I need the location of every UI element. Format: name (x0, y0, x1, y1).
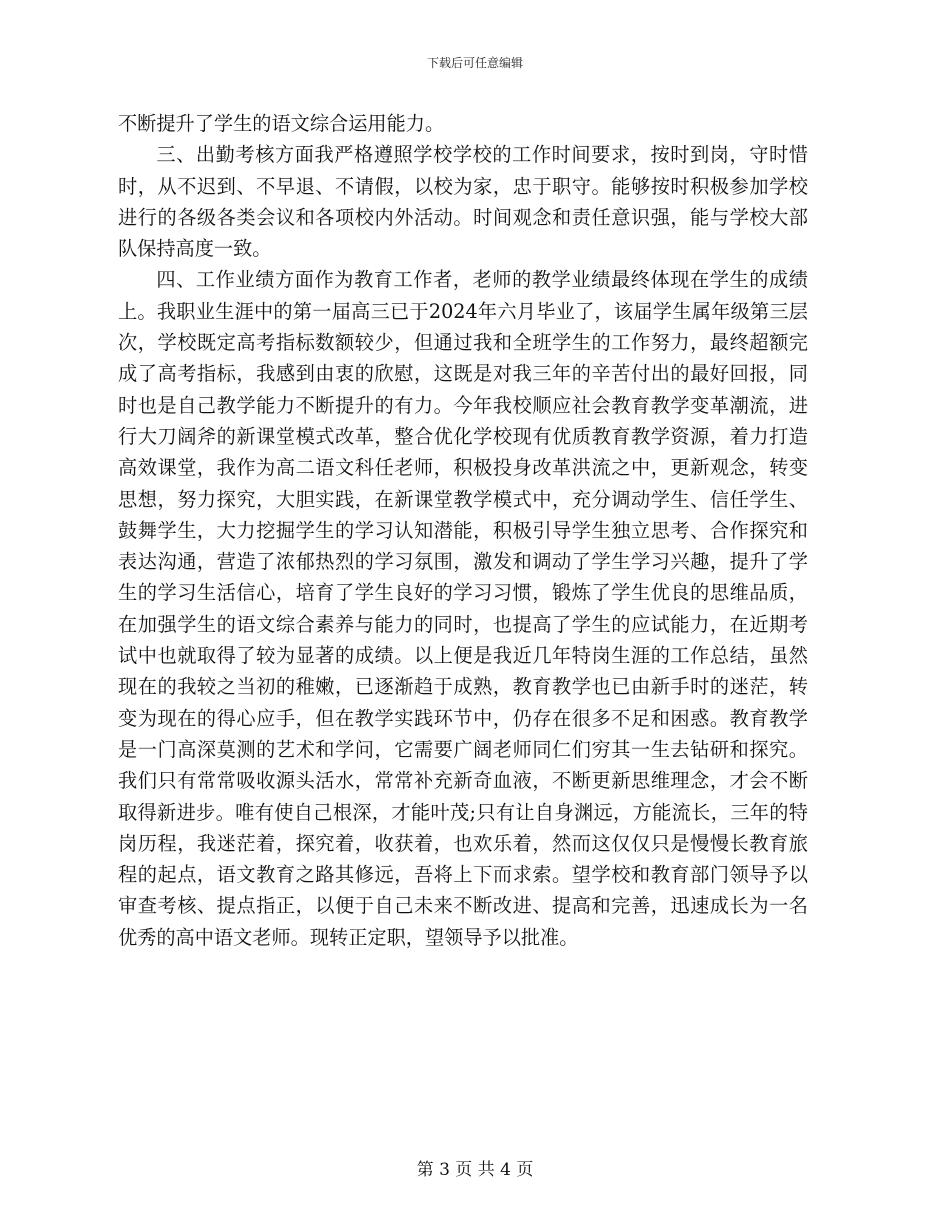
page-header-note: 下载后可任意编辑 (426, 56, 523, 70)
paragraph-performance: 四、工作业绩方面作为教育工作者，老师的教学业绩最终体现在学生的成绩上。我职业生涯中的第一届高三已于2024年六月毕业了，该届学生属年级第三层次，学校既定高考指标数额较少，但通过我和全班学生的工作努力，最终超额完成了高考指标，我感到由衷的欣慰，这既是对我三年的辛苦付出的最好回报，同时也是自己教学能力不断提升的有力。今年我校顺应社会教育教学变革潮流，进行大刀阔斧的新课堂模式改革，整合优化学校现有优质教育教学资源，着力打造高效课堂，我作为高二语文科任老师，积极投身改革洪流之中，更新观念，转变思想，努力探究，大胆实践，在新课堂教学模式中，充分调动学生、信任学生、鼓舞学生，大力挖掘学生的学习认知潜能，积极引导学生独立思考、合作探究和表达沟通，营造了浓郁热烈的学习氛围，激发和调动了学生学习兴趣，提升了学生的学习生活信心，培育了学生良好的学习习惯，锻炼了学生优良的思维品质，在加强学生的语文综合素养与能力的同时，也提高了学生的应试能力，在近期考试中也就取得了较为显著的成绩。以上便是我近几年特岗生涯的工作总结，虽然现在的我较之当初的稚嫩，已逐渐趋于成熟，教育教学也已由新手时的迷茫，转变为现在的得心应手，但在教学实践环节中，仍存在很多不足和困惑。教育教学是一门高深莫测的艺术和学问，它需要广阔老师同仁们穷其一生去钻研和探究。我们只有常常吸收源头活水，常常补充新奇血液，不断更新思维理念，才会不断取得新进步。唯有使自己根深，才能叶茂;只有让自身渊远，方能流长，三年的特岗历程，我迷茫着，探究着，收获着，也欢乐着，然而这仅仅只是慢慢长教育旅程的起点，语文教育之路其修远，吾将上下而求索。望学校和教育部门领导予以审查考核、提点指正，以便于自己未来不断改进、提高和完善，迅速成长为一名优秀的高中语文老师。现转正定职，望领导予以批准。 (118, 268, 808, 949)
page-number-footer: 第 3 页 共 4 页 (416, 1160, 534, 1180)
paragraph-attendance: 三、出勤考核方面我严格遵照学校学校的工作时间要求，按时到岗，守时惜时，从不迟到、不早退、不请假，以校为家，忠于职守。能够按时积极参加学校进行的各级各类会议和各项校内外活动。时间观念和责任意识强，能与学校大部队保持高度一致。 (118, 143, 808, 261)
document-body (118, 108, 808, 953)
paragraph-continuation: 不断提升了学生的语文综合运用能力。 (118, 112, 445, 135)
